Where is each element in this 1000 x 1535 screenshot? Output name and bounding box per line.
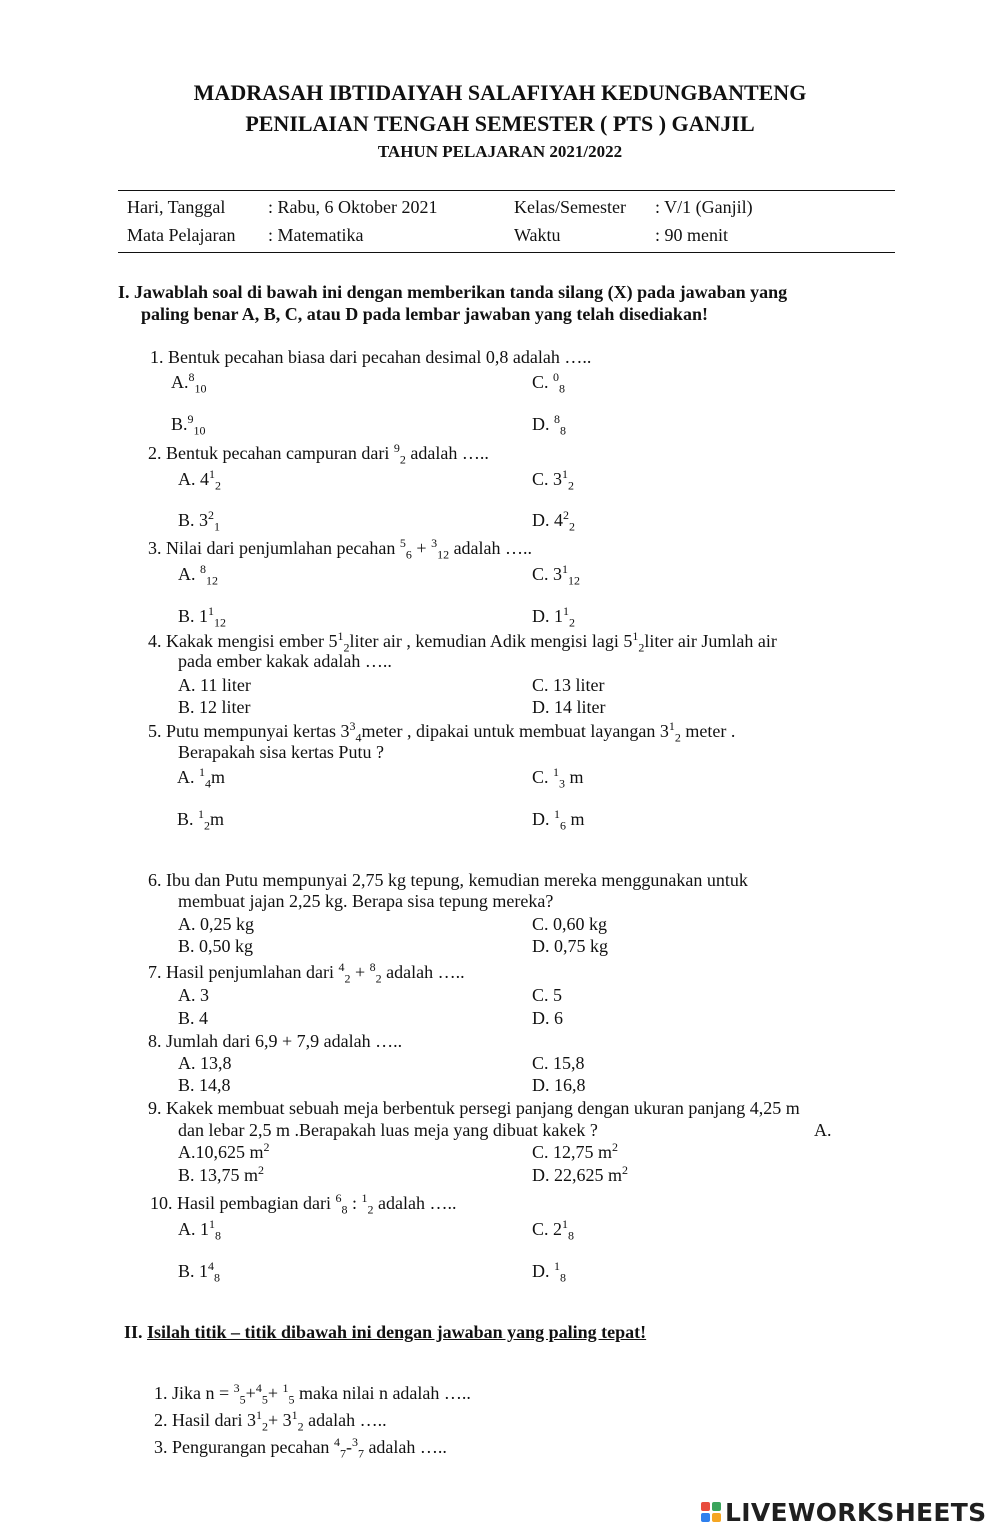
question-1: 1. Bentuk pecahan biasa dari pecahan desimal 0,8 adalah ….. <box>150 347 592 367</box>
q5-option-c[interactable]: C. $^1_3$ m <box>532 765 584 791</box>
section1-instruction-cont: paling benar A, B, C, atau D pada lembar jawaban yang telah disediakan! <box>141 304 708 324</box>
q7-option-c[interactable]: C. 5 <box>532 985 563 1005</box>
info-top-rule <box>118 190 895 191</box>
essay-2: 2. Hasil dari $3^1_2+ 3^1_2$ adalah ….. <box>154 1408 387 1434</box>
q1-option-b[interactable]: B.$^9_{10}$ <box>171 412 206 438</box>
q8-option-a[interactable]: A. 13,8 <box>178 1053 232 1073</box>
question-4: 4. Kakak mengisi ember $5^1_2liter$ air , kemudian Adik mengisi lagi $5^1_2liter$ air Jumlah air <box>148 629 777 655</box>
q10-option-b[interactable]: B. $1^4_8$ <box>178 1259 221 1285</box>
info-bottom-rule <box>118 252 895 253</box>
question-3: 3. Nilai dari penjumlahan pecahan $^5_6$ + $^3_{12}$ adalah ….. <box>148 536 533 562</box>
q8-option-b[interactable]: B. 14,8 <box>178 1075 231 1095</box>
school-name: MADRASAH IBTIDAIYAH SALAFIYAH KEDUNGBANTENG <box>193 80 807 105</box>
q1-option-a[interactable]: A.$^8_{10}$ <box>171 370 207 396</box>
q5-option-d[interactable]: D. $^1_6$ m <box>532 807 585 833</box>
question-9: 9. Kakek membuat sebuah meja berbentuk persegi panjang dengan ukuran panjang 4,25 m <box>148 1098 800 1118</box>
question-6: 6. Ibu dan Putu mempunyai 2,75 kg tepung, kemudian mereka menggunakan untuk <box>148 870 748 890</box>
q6-option-a[interactable]: A. 0,25 kg <box>178 914 254 934</box>
q9-option-c[interactable]: C. 12,75 $m^2$ <box>532 1140 619 1162</box>
liveworksheets-logo <box>701 1497 986 1527</box>
q4-option-d[interactable]: D. 14 liter <box>532 697 606 717</box>
subject-label: Mata Pelajaran <box>127 225 236 245</box>
question-6-cont: membuat jajan 2,25 kg. Berapa sisa tepung mereka? <box>178 891 554 911</box>
q4-option-c[interactable]: C. 13 liter <box>532 675 605 695</box>
q7-option-b[interactable]: B. 4 <box>178 1008 209 1028</box>
q1-option-d[interactable]: D. $^8_8$ <box>532 412 566 438</box>
q7-option-a[interactable]: A. 3 <box>178 985 209 1005</box>
question-10: 10. Hasil pembagian dari $^6_8$ : $^1_2$ adalah ….. <box>150 1191 457 1217</box>
q2-option-b[interactable]: B. $3^2_1$ <box>178 508 221 534</box>
question-4-cont: pada ember kakak adalah ….. <box>178 651 392 671</box>
q2-option-d[interactable]: D. $4^2_2$ <box>532 508 575 534</box>
exam-title: PENILAIAN TENGAH SEMESTER ( PTS ) GANJIL <box>245 111 755 136</box>
q9-option-d[interactable]: D. 22,625 $m^2$ <box>532 1163 628 1185</box>
logo-square <box>701 1513 710 1522</box>
q8-option-c[interactable]: C. 15,8 <box>532 1053 585 1073</box>
q3-option-b[interactable]: B. $1^1_{12}$ <box>178 604 227 630</box>
question-9-cont: dan lebar 2,5 m .Berapakah luas meja yang dibuat kakek ? <box>178 1120 598 1140</box>
time-value: : 90 menit <box>655 225 728 245</box>
q6-option-b[interactable]: B. 0,50 kg <box>178 936 254 956</box>
logo-square <box>701 1502 710 1511</box>
question-5-cont: Berapakah sisa kertas Putu ? <box>178 742 384 762</box>
q4-option-b[interactable]: B. 12 liter <box>178 697 251 717</box>
question-7: 7. Hasil penjumlahan dari $^4_2$ + $^8_2$ adalah ….. <box>148 960 465 986</box>
liveworksheets-logo-icon <box>701 1502 721 1522</box>
q5-option-a[interactable]: A. $^1_4$m <box>177 765 226 791</box>
q4-option-a[interactable]: A. 11 liter <box>178 675 251 695</box>
q2-option-c[interactable]: C. $3^1_2$ <box>532 467 575 493</box>
class-label: Kelas/Semester <box>514 197 626 217</box>
q9-option-b[interactable]: B. 13,75 $m^2$ <box>178 1163 265 1185</box>
q10-option-d[interactable]: D. $^1_8$ <box>532 1259 566 1285</box>
brand-name: LIVEWORKSHEETS <box>725 1497 987 1527</box>
q10-option-c[interactable]: C. $2^1_8$ <box>532 1217 575 1243</box>
time-label: Waktu <box>514 225 561 245</box>
q6-option-d[interactable]: D. 0,75 kg <box>532 936 608 956</box>
section2-heading: II. Isilah titik – titik dibawah ini dengan jawaban yang paling tepat! <box>124 1322 647 1342</box>
q9-option-a[interactable]: A.10,625 $m^2$ <box>178 1140 270 1162</box>
q2-option-a[interactable]: A. $4^1_2$ <box>178 467 221 493</box>
day-value: : Rabu, 6 Oktober 2021 <box>268 197 438 217</box>
q5-option-b[interactable]: B. $^1_2$m <box>177 807 225 833</box>
logo-square <box>712 1502 721 1511</box>
class-value: : V/1 (Ganjil) <box>655 197 753 217</box>
essay-1: 1. Jika n = $^3_5$+$^4_5$+ $^1_5$ maka nilai n adalah ….. <box>154 1381 471 1407</box>
q3-option-a[interactable]: A. $^8_{12}$ <box>178 562 218 588</box>
section1-instruction: I. Jawablah soal di bawah ini dengan memberikan tanda silang (X) pada jawaban yang <box>118 282 788 302</box>
q6-option-c[interactable]: C. 0,60 kg <box>532 914 608 934</box>
day-label: Hari, Tanggal <box>127 197 226 217</box>
logo-square <box>712 1513 721 1522</box>
q3-option-d[interactable]: D. $1^1_2$ <box>532 604 575 630</box>
q8-option-d[interactable]: D. 16,8 <box>532 1075 586 1095</box>
q9-stray-label: A. <box>814 1120 832 1140</box>
q7-option-d[interactable]: D. 6 <box>532 1008 563 1028</box>
question-5: 5. Putu mempunyai kertas $3^3_4meter$ , dipakai untuk membuat layangan $3^1_2$ meter . <box>148 719 736 745</box>
q3-option-c[interactable]: C. $3^1_{12}$ <box>532 562 581 588</box>
essay-3: 3. Pengurangan pecahan $^4_7$-$^3_7$ adalah ….. <box>154 1435 447 1461</box>
q10-option-a[interactable]: A. $1^1_8$ <box>178 1217 221 1243</box>
q1-option-c[interactable]: C. $^0_8$ <box>532 370 566 396</box>
school-year: TAHUN PELAJARAN 2021/2022 <box>377 142 623 161</box>
subject-value: : Matematika <box>268 225 364 245</box>
question-8: 8. Jumlah dari 6,9 + 7,9 adalah ….. <box>148 1031 403 1051</box>
question-2: 2. Bentuk pecahan campuran dari $^9_2$ adalah ….. <box>148 441 489 467</box>
